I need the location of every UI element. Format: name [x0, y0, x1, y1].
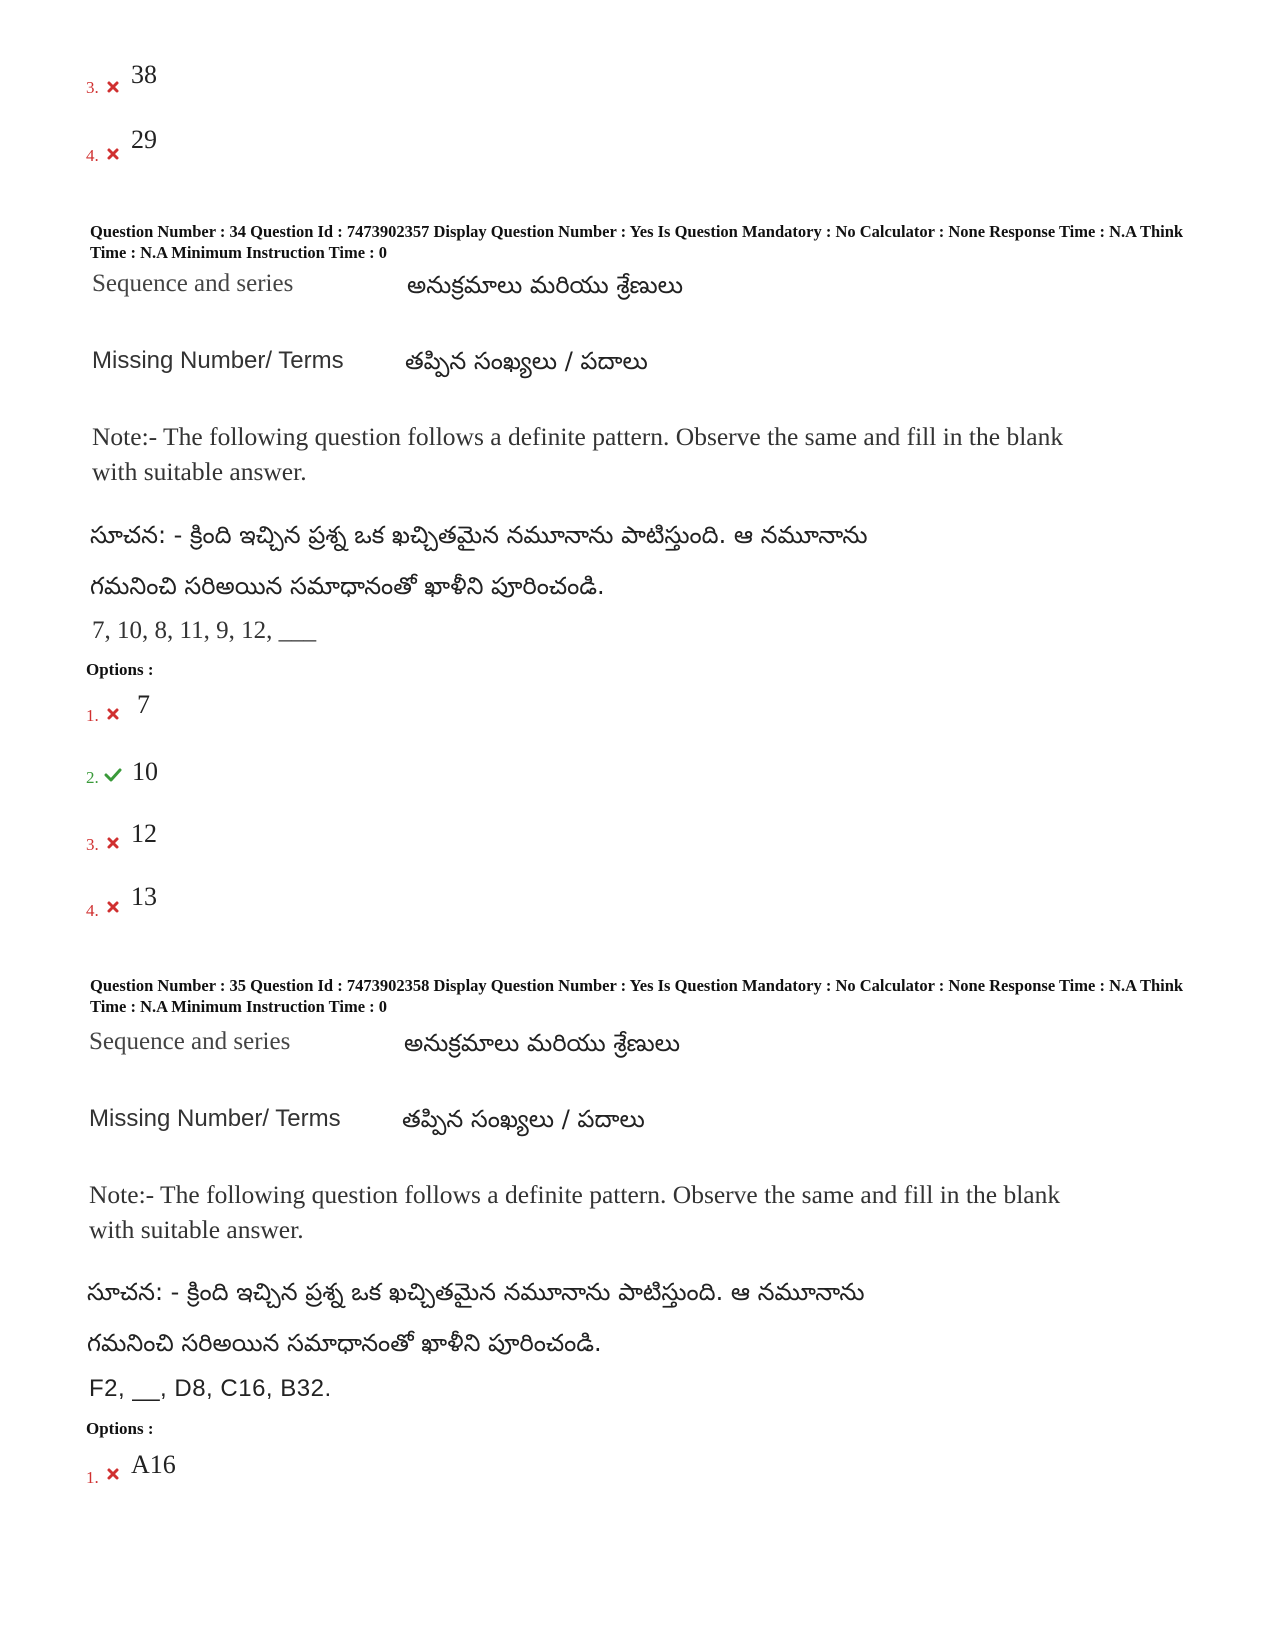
- note-telugu-line2: గమనించి సరిఅయిన సమాధానంతో ఖాళీని పూరించండి.: [87, 1329, 602, 1357]
- note-english: Note:- The following question follows a definite pattern. Observe the same and fill in the blank with suitable answer.: [92, 422, 1064, 486]
- sequence: F2, __, D8, C16, B32.: [89, 1375, 332, 1402]
- note-telugu-line1: సూచన: - క్రింది ఇచ్చిన ప్రశ్న ఒక ఖచ్చితమైన నమూనాను పాటిస్తుంది. ఆ నమూనాను: [90, 521, 868, 549]
- option-number: 4.: [86, 146, 99, 165]
- option-value: 13: [131, 882, 157, 911]
- note-telugu-line1: సూచన: - క్రింది ఇచ్చిన ప్రశ్న ఒక ఖచ్చితమైన నమూనాను పాటిస్తుంది. ఆ నమూనాను: [87, 1278, 865, 1306]
- option-number: 1.: [86, 706, 99, 725]
- subtopic-telugu: తప్పిన సంఖ్యలు / పదాలు: [405, 347, 648, 375]
- note-telugu-line2: గమనించి సరిఅయిన సమాధానంతో ఖాళీని పూరించండి.: [90, 572, 605, 600]
- check-icon: [104, 768, 122, 782]
- wrong-icon: [106, 836, 120, 850]
- option-number: 1.: [86, 1468, 99, 1487]
- option-value: 7: [137, 690, 150, 719]
- question-meta: Question Number : 34 Question Id : 7473902357 Display Question Number : Yes Is Question Mandatory : No Calculator : None Response Time : N.A Think Time : N.A Minimum Instruction Time : 0: [90, 222, 1184, 262]
- wrong-icon: [106, 900, 120, 914]
- prev-option-4: [86, 146, 99, 166]
- note-english: Note:- The following question follows a definite pattern. Observe the same and fill in the blank with suitable answer.: [89, 1180, 1061, 1244]
- topic-telugu: అనుక్రమాలు మరియు శ్రేణులు: [404, 1029, 680, 1057]
- option-value: 38: [131, 60, 157, 89]
- option-value: 29: [131, 125, 157, 154]
- sequence: 7, 10, 8, 11, 9, 12, ___: [92, 617, 317, 644]
- option-number: 4.: [86, 901, 99, 920]
- subtopic-english: Missing Number/ Terms: [89, 1105, 341, 1132]
- options-label: Options :: [86, 1419, 154, 1438]
- wrong-icon: [106, 707, 120, 721]
- option-value: 12: [131, 819, 157, 848]
- option-value: A16: [131, 1450, 176, 1479]
- option-value: 10: [132, 757, 158, 786]
- topic-telugu: అనుక్రమాలు మరియు శ్రేణులు: [407, 271, 683, 299]
- prev-option-3: [86, 78, 99, 98]
- options-label: Options :: [86, 660, 154, 679]
- option-number: 3.: [86, 78, 99, 97]
- option-number: 2.: [86, 768, 99, 787]
- question-meta: Question Number : 35 Question Id : 7473902358 Display Question Number : Yes Is Question Mandatory : No Calculator : None Response Time : N.A Think Time : N.A Minimum Instruction Time : 0: [90, 976, 1184, 1016]
- wrong-icon: [106, 1467, 120, 1481]
- topic-english: Sequence and series: [89, 1028, 291, 1055]
- wrong-icon: [106, 80, 120, 94]
- option-number: 3.: [86, 835, 99, 854]
- topic-english: Sequence and series: [92, 270, 294, 297]
- subtopic-english: Missing Number/ Terms: [92, 347, 344, 374]
- wrong-icon: [106, 147, 120, 161]
- subtopic-telugu: తప్పిన సంఖ్యలు / పదాలు: [402, 1105, 645, 1133]
